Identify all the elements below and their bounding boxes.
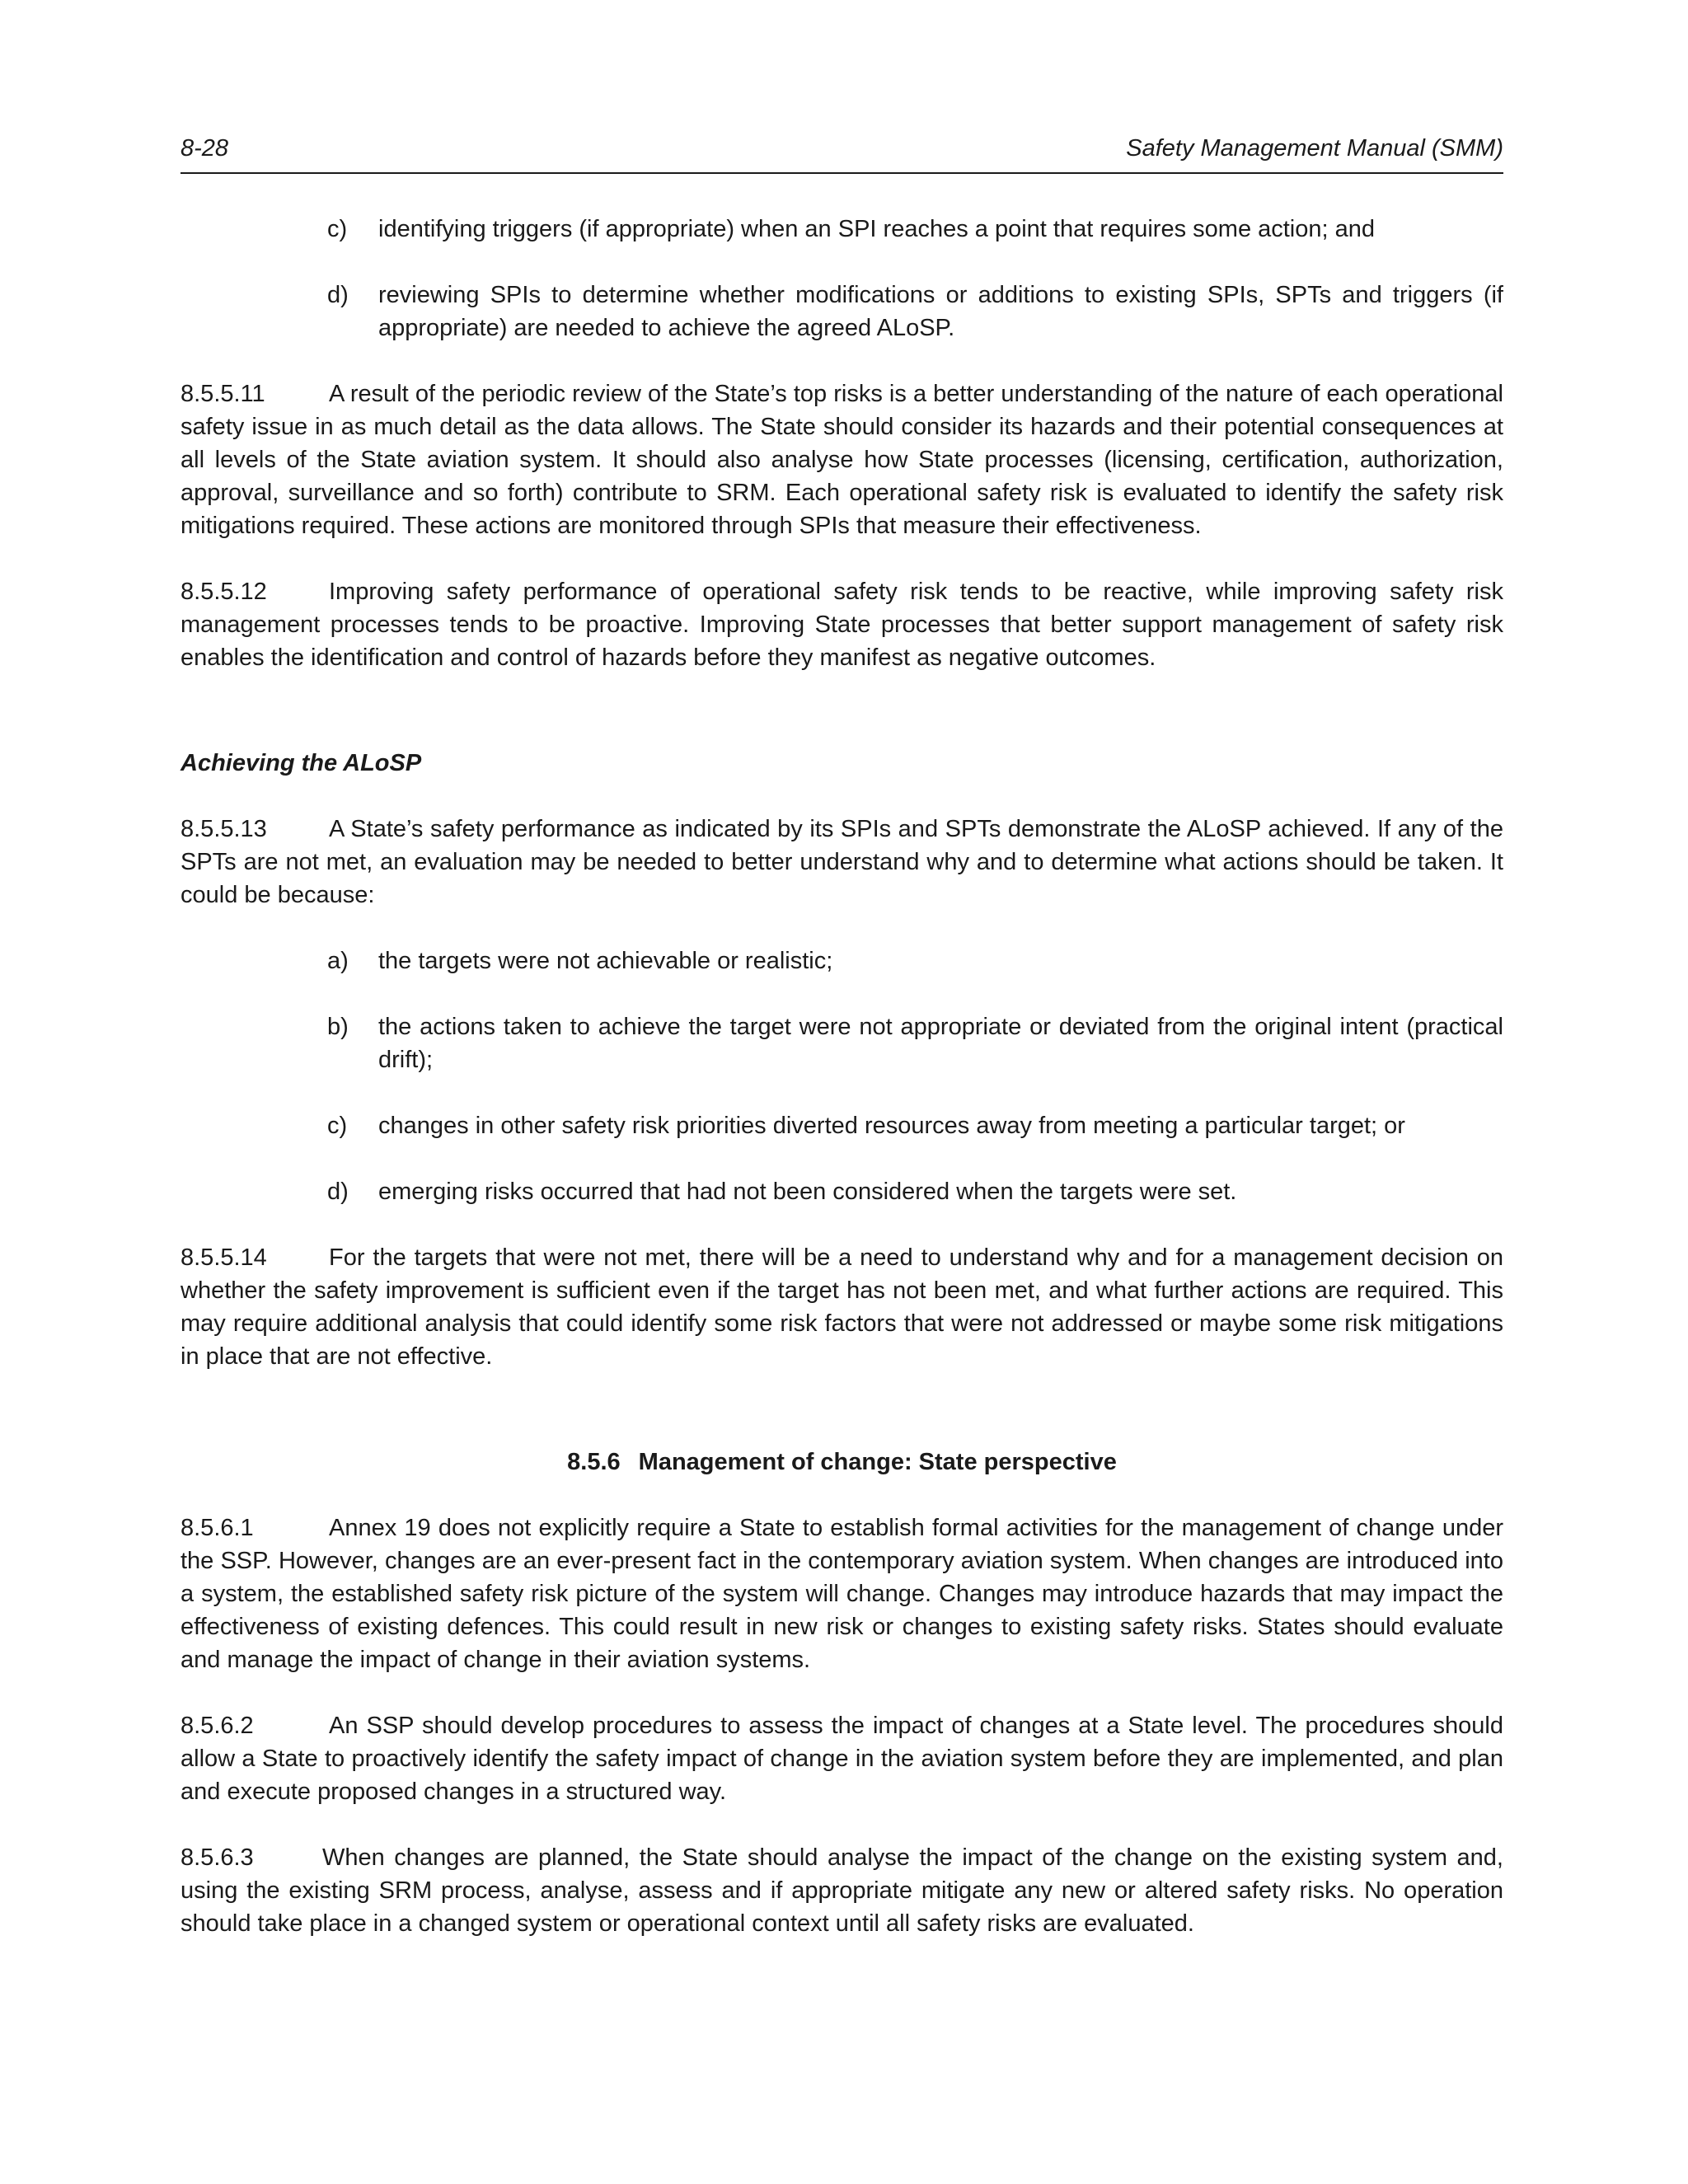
list-item: [181, 213, 1503, 246]
list-marker: c): [327, 216, 348, 242]
paragraph-text: A result of the periodic review of the State’s top risks is a better understanding of the nature of each operational safety issue in as much detail as the data allows. The State should consider its hazards and their potential consequences at all levels of the State aviation system. It should also analyse how State processes (licensing, certification, authorization, approval, surveillance and so forth) contribute to SRM. Each operational safety risk is evaluated to identify the safety risk mitigations required. These actions are monitored through SPIs that measure their effectiveness.: [181, 381, 1503, 539]
paragraph-text: When changes are planned, the State should analyse the impact of the change on the existing system and, using the existing SRM process, analyse, assess and if appropriate mitigate any new or altered safety risks. No operation should take place in a changed system or operational context until all safety risks are evaluated.: [181, 1844, 1503, 1937]
page-number: 8-28: [181, 135, 229, 162]
list-item-text: emerging risks occurred that had not been considered when the targets were set.: [378, 1179, 1237, 1205]
list-item: [181, 279, 1503, 344]
paragraph-number: 8.5.6.2: [181, 1713, 254, 1739]
list-marker: c): [327, 1113, 348, 1139]
paragraph-text: Annex 19 does not explicitly require a State to establish formal activities for the management of change under the SSP. However, changes are an ever-present fact in the contemporary aviation system. When changes are introduced into a system, the established safety risk picture of the system will change. Changes may introduce hazards that may impact the effectiveness of existing defences. This could result in new risk or changes to existing safety risks. States should evaluate and manage the impact of change in their aviation systems.: [181, 1515, 1503, 1673]
paragraph-8-5-5-14: [181, 1241, 1503, 1373]
section-title: Management of change: State perspective: [638, 1449, 1117, 1475]
paragraph-number: 8.5.6.1: [181, 1515, 254, 1541]
list-item-text: the targets were not achievable or realistic;: [378, 948, 833, 974]
list-item: [181, 1010, 1503, 1076]
list-marker: d): [327, 282, 349, 308]
paragraph-8-5-6-1: [181, 1511, 1503, 1676]
list-item-text: identifying triggers (if appropriate) when an SPI reaches a point that requires some action; and: [378, 216, 1376, 242]
list-item: [181, 1109, 1503, 1142]
paragraph-text: Improving safety performance of operational safety risk tends to be reactive, while improving safety risk management processes tends to be proactive. Improving State processes that better support management of safety risk enables the identification and control of hazards before they manifest as negative outcomes.: [181, 579, 1503, 671]
list-marker: d): [327, 1179, 349, 1205]
header-rule: [181, 172, 1503, 174]
list-item-text: reviewing SPIs to determine whether modifications or additions to existing SPIs, SPTs and triggers (if appropriate) are needed to achieve the agreed ALoSP.: [378, 282, 1503, 341]
paragraph-8-5-6-3: [181, 1841, 1503, 1940]
paragraph-8-5-5-12: [181, 575, 1503, 674]
document-title: Safety Management Manual (SMM): [1126, 135, 1503, 162]
list-item: [181, 1175, 1503, 1208]
paragraph-8-5-5-13: [181, 813, 1503, 912]
paragraph-number: 8.5.5.11: [181, 381, 265, 407]
list-item-text: changes in other safety risk priorities diverted resources away from meeting a particular target; or: [378, 1113, 1405, 1139]
paragraph-8-5-5-11: [181, 377, 1503, 542]
paragraph-text: For the targets that were not met, there will be a need to understand why and for a management decision on whether the safety improvement is sufficient even if the target has not been met, and what further actions are required. This may require additional analysis that could identify some risk factors that were not addressed or maybe some risk mitigations in place that are not effective.: [181, 1244, 1503, 1370]
page-body: [181, 213, 1503, 1973]
paragraph-number: 8.5.5.13: [181, 816, 267, 842]
section-heading: [181, 1406, 1503, 1479]
paragraph-number: 8.5.5.14: [181, 1244, 267, 1271]
list-item-text: the actions taken to achieve the target were not appropriate or deviated from the original intent (practical drift);: [378, 1014, 1503, 1073]
section-number: 8.5.6: [567, 1449, 621, 1475]
paragraph-text: A State’s safety performance as indicated by its SPIs and SPTs demonstrate the ALoSP achieved. If any of the SPTs are not met, an evaluation may be needed to better understand why and to determine what actions should be taken. It could be because:: [181, 816, 1503, 908]
subheading: Achieving the ALoSP: [181, 750, 422, 776]
list-marker: b): [327, 1014, 349, 1040]
list-item: [181, 944, 1503, 977]
paragraph-number: 8.5.5.12: [181, 579, 267, 605]
list-marker: a): [327, 948, 349, 974]
paragraph-8-5-6-2: [181, 1709, 1503, 1808]
paragraph-number: 8.5.6.3: [181, 1844, 254, 1871]
page-header: [181, 132, 1503, 170]
paragraph-text: An SSP should develop procedures to assess the impact of changes at a State level. The procedures should allow a State to proactively identify the safety impact of change in the aviation system before they are implemented, and plan and execute proposed changes in a structured way.: [181, 1713, 1503, 1805]
